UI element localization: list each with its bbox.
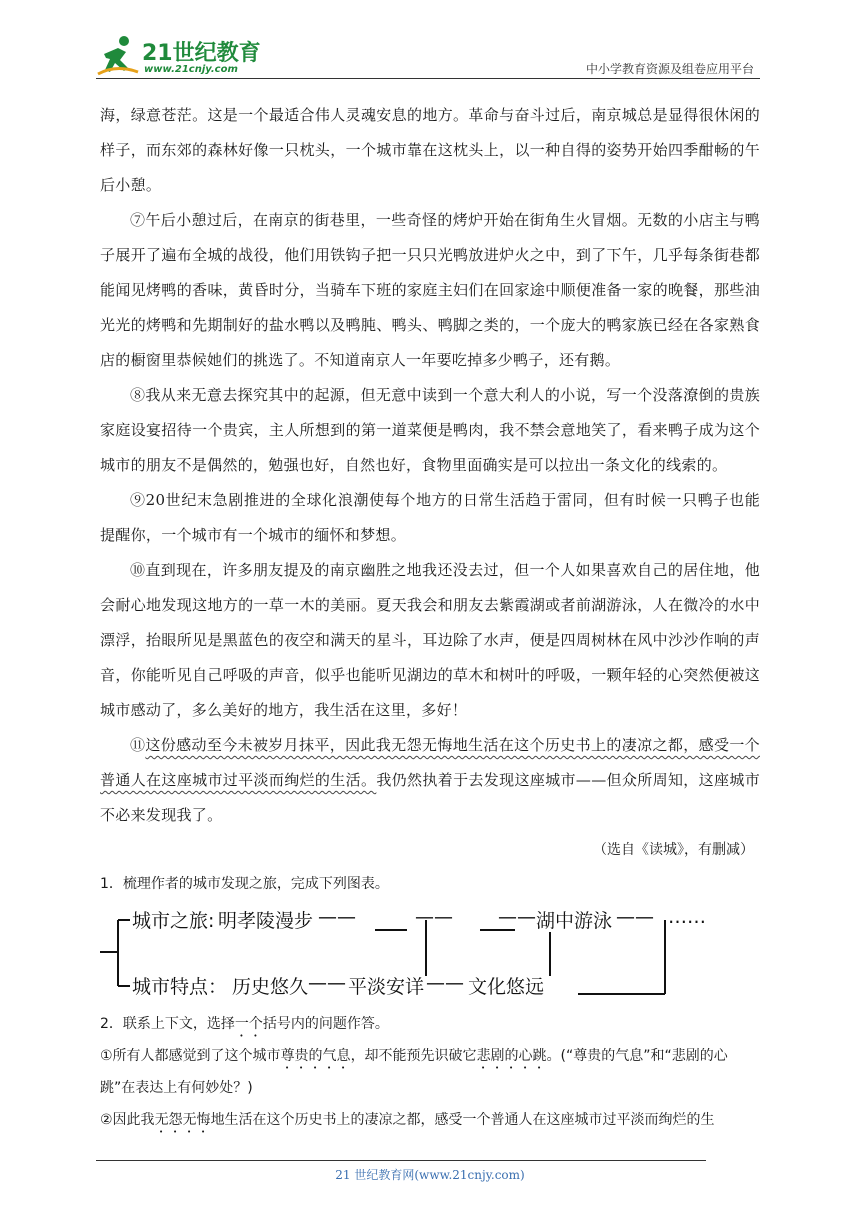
row1-dash-1: ——: [318, 906, 356, 928]
source-citation: （选自《读城》，有删减）: [593, 842, 754, 858]
option-1-text-end: 。(“尊贵的气息”和“悲剧的心跳”在表达上有何妙处？): [100, 1048, 728, 1096]
article-content: [100, 98, 760, 1136]
row2-item-1: 历史悠久: [232, 976, 309, 998]
option-1-text-mid: ，却不能预先识破它: [350, 1048, 477, 1064]
paragraph-continued: 海，绿意苍茫。这是一个最适合伟人灵魂安息的地方。革命与奋斗过后，南京城总是显得很休闲的样子，而东郊的森林好像一只枕头，一个城市靠在这枕头上，以一种自得的姿势开始四季酣畅的午后小憩。: [100, 106, 760, 194]
row1-label: 城市之旅:: [132, 910, 215, 932]
logo-url: www.21cnjy.com: [144, 64, 238, 75]
row1-dash-3: ——: [498, 906, 536, 928]
logo-text: 21世纪教育: [142, 41, 261, 66]
paragraph-8: ⑧我从来无意去探究其中的起源，但无意中读到一个意大利人的小说，写一个没落潦倒的贵族家庭设宴招待一个贵宾，主人所想到的第一道菜便是鸭肉，我不禁会意地笑了，看来鸭子成为这个城市的朋友不是偶然的，勉强也好，自然也好，食物里面确实是可以拉出一条文化的线索的。: [100, 386, 760, 474]
emphasis-no-regrets: 无怨无悔: [154, 1112, 211, 1128]
question-2-text-end: 括号内的问题作答。: [262, 1016, 389, 1032]
platform-name: 中小学教育资源及组卷应用平台: [585, 62, 754, 76]
emphasis-tragic-heartbeat: 悲剧的心跳: [476, 1048, 547, 1064]
row1-ellipsis: ……: [668, 906, 706, 928]
row2-item-3: 文化悠远: [468, 976, 545, 998]
footer-divider: [96, 1160, 706, 1161]
header-divider: [96, 78, 760, 79]
row1-dash-2: ——: [415, 906, 453, 928]
question-2-text: 2．联系上下文，选择: [100, 1016, 235, 1032]
question-2-option-2: [100, 1104, 760, 1136]
emphasis-noble-aura: 尊贵的气息: [280, 1048, 351, 1064]
option-2-text-end: 地生活在这个历史书上的凄凉之都，感受一个普通人在这座城市过平淡而绚烂的生: [210, 1112, 715, 1128]
row1-item-swim: 湖中游泳: [536, 910, 613, 932]
footer-link[interactable]: 21 世纪教育网(www.21cnjy.com): [335, 1168, 525, 1182]
row1-dash-4: ——: [616, 906, 654, 928]
paragraph-9: ⑨20世纪末急剧推进的全球化浪潮使每个地方的日常生活趋于雷同，但有时候一只鸭子也能提醒你，一个城市有一个城市的缅怀和梦想。: [100, 491, 760, 544]
paragraph-10: ⑩直到现在，许多朋友提及的南京幽胜之地我还没去过，但一个人如果喜欢自己的居住地，他会耐心地发现这地方的一草一木的美丽。夏天我会和朋友去紫霞湖或者前湖游泳，人在微冷的水中漂浮，抬眼所见是黑蓝色的夜空和满天的星斗，耳边除了水声，便是四周树林在风中沙沙作响的声音，你能听见自己呼吸的声音，似乎也能听见湖边的草木和树叶的呼吸，一颗年轻的心突然便被这城市感动了，多么美好的地方，我生活在这里，多好！: [100, 561, 760, 719]
emphasis-one: 一个: [234, 1016, 263, 1032]
paragraph-11-rest: 我仍然执着于去发现这座城市——但众所周知，这座城市不必来发现我了。: [100, 771, 760, 824]
paragraph-11-number: ⑪: [130, 736, 146, 754]
row1-item-1: 明孝陵漫步: [218, 910, 314, 932]
wavy-underlined-sentence: 这份感动至今未被岁月抹平，因此我无怨无悔地生活在这个历史书上的凄凉之都，感受一个普通人在这座城市过平淡而绚烂的生活。: [100, 736, 760, 789]
question-1: 1．梳理作者的城市发现之旅，完成下列图表。: [100, 876, 389, 892]
option-2-text: ②因此我: [100, 1112, 155, 1128]
option-1-text: ①所有人都感觉到了这个城市: [100, 1048, 281, 1064]
paragraph-11: [100, 728, 760, 833]
row2-item-2: 平淡安详: [348, 976, 425, 998]
question-2: [100, 1008, 760, 1040]
paragraph-7: ⑦午后小憩过后，在南京的街巷里，一些奇怪的烤炉开始在街角生火冒烟。无数的小店主与鸭子展开了遍布全城的战役，他们用铁钩子把一只只光鸭放进炉火之中，到了下午，几乎每条街巷都能闻见烤鸭的香味，黄昏时分，当骑车下班的家庭主妇们在回家途中顺便准备一家的晚餐，那些油光光的烤鸭和先期制好的盐水鸭以及鸭肫、鸭头、鸭脚之类的，一个庞大的鸭家族已经在各家熟食店的橱窗里恭候她们的挑选了。不知道南京人一年要吃掉多少鸭子，还有鹅。: [100, 211, 760, 369]
city-journey-diagram: [100, 902, 760, 1002]
row2-label: 城市特点：: [132, 976, 228, 998]
question-2-option-1: [100, 1040, 760, 1104]
site-logo[interactable]: [96, 34, 266, 80]
row2-dash-2: ——: [426, 972, 464, 994]
row2-dash-1: ——: [308, 972, 346, 994]
runner-logo-icon: [96, 34, 140, 78]
